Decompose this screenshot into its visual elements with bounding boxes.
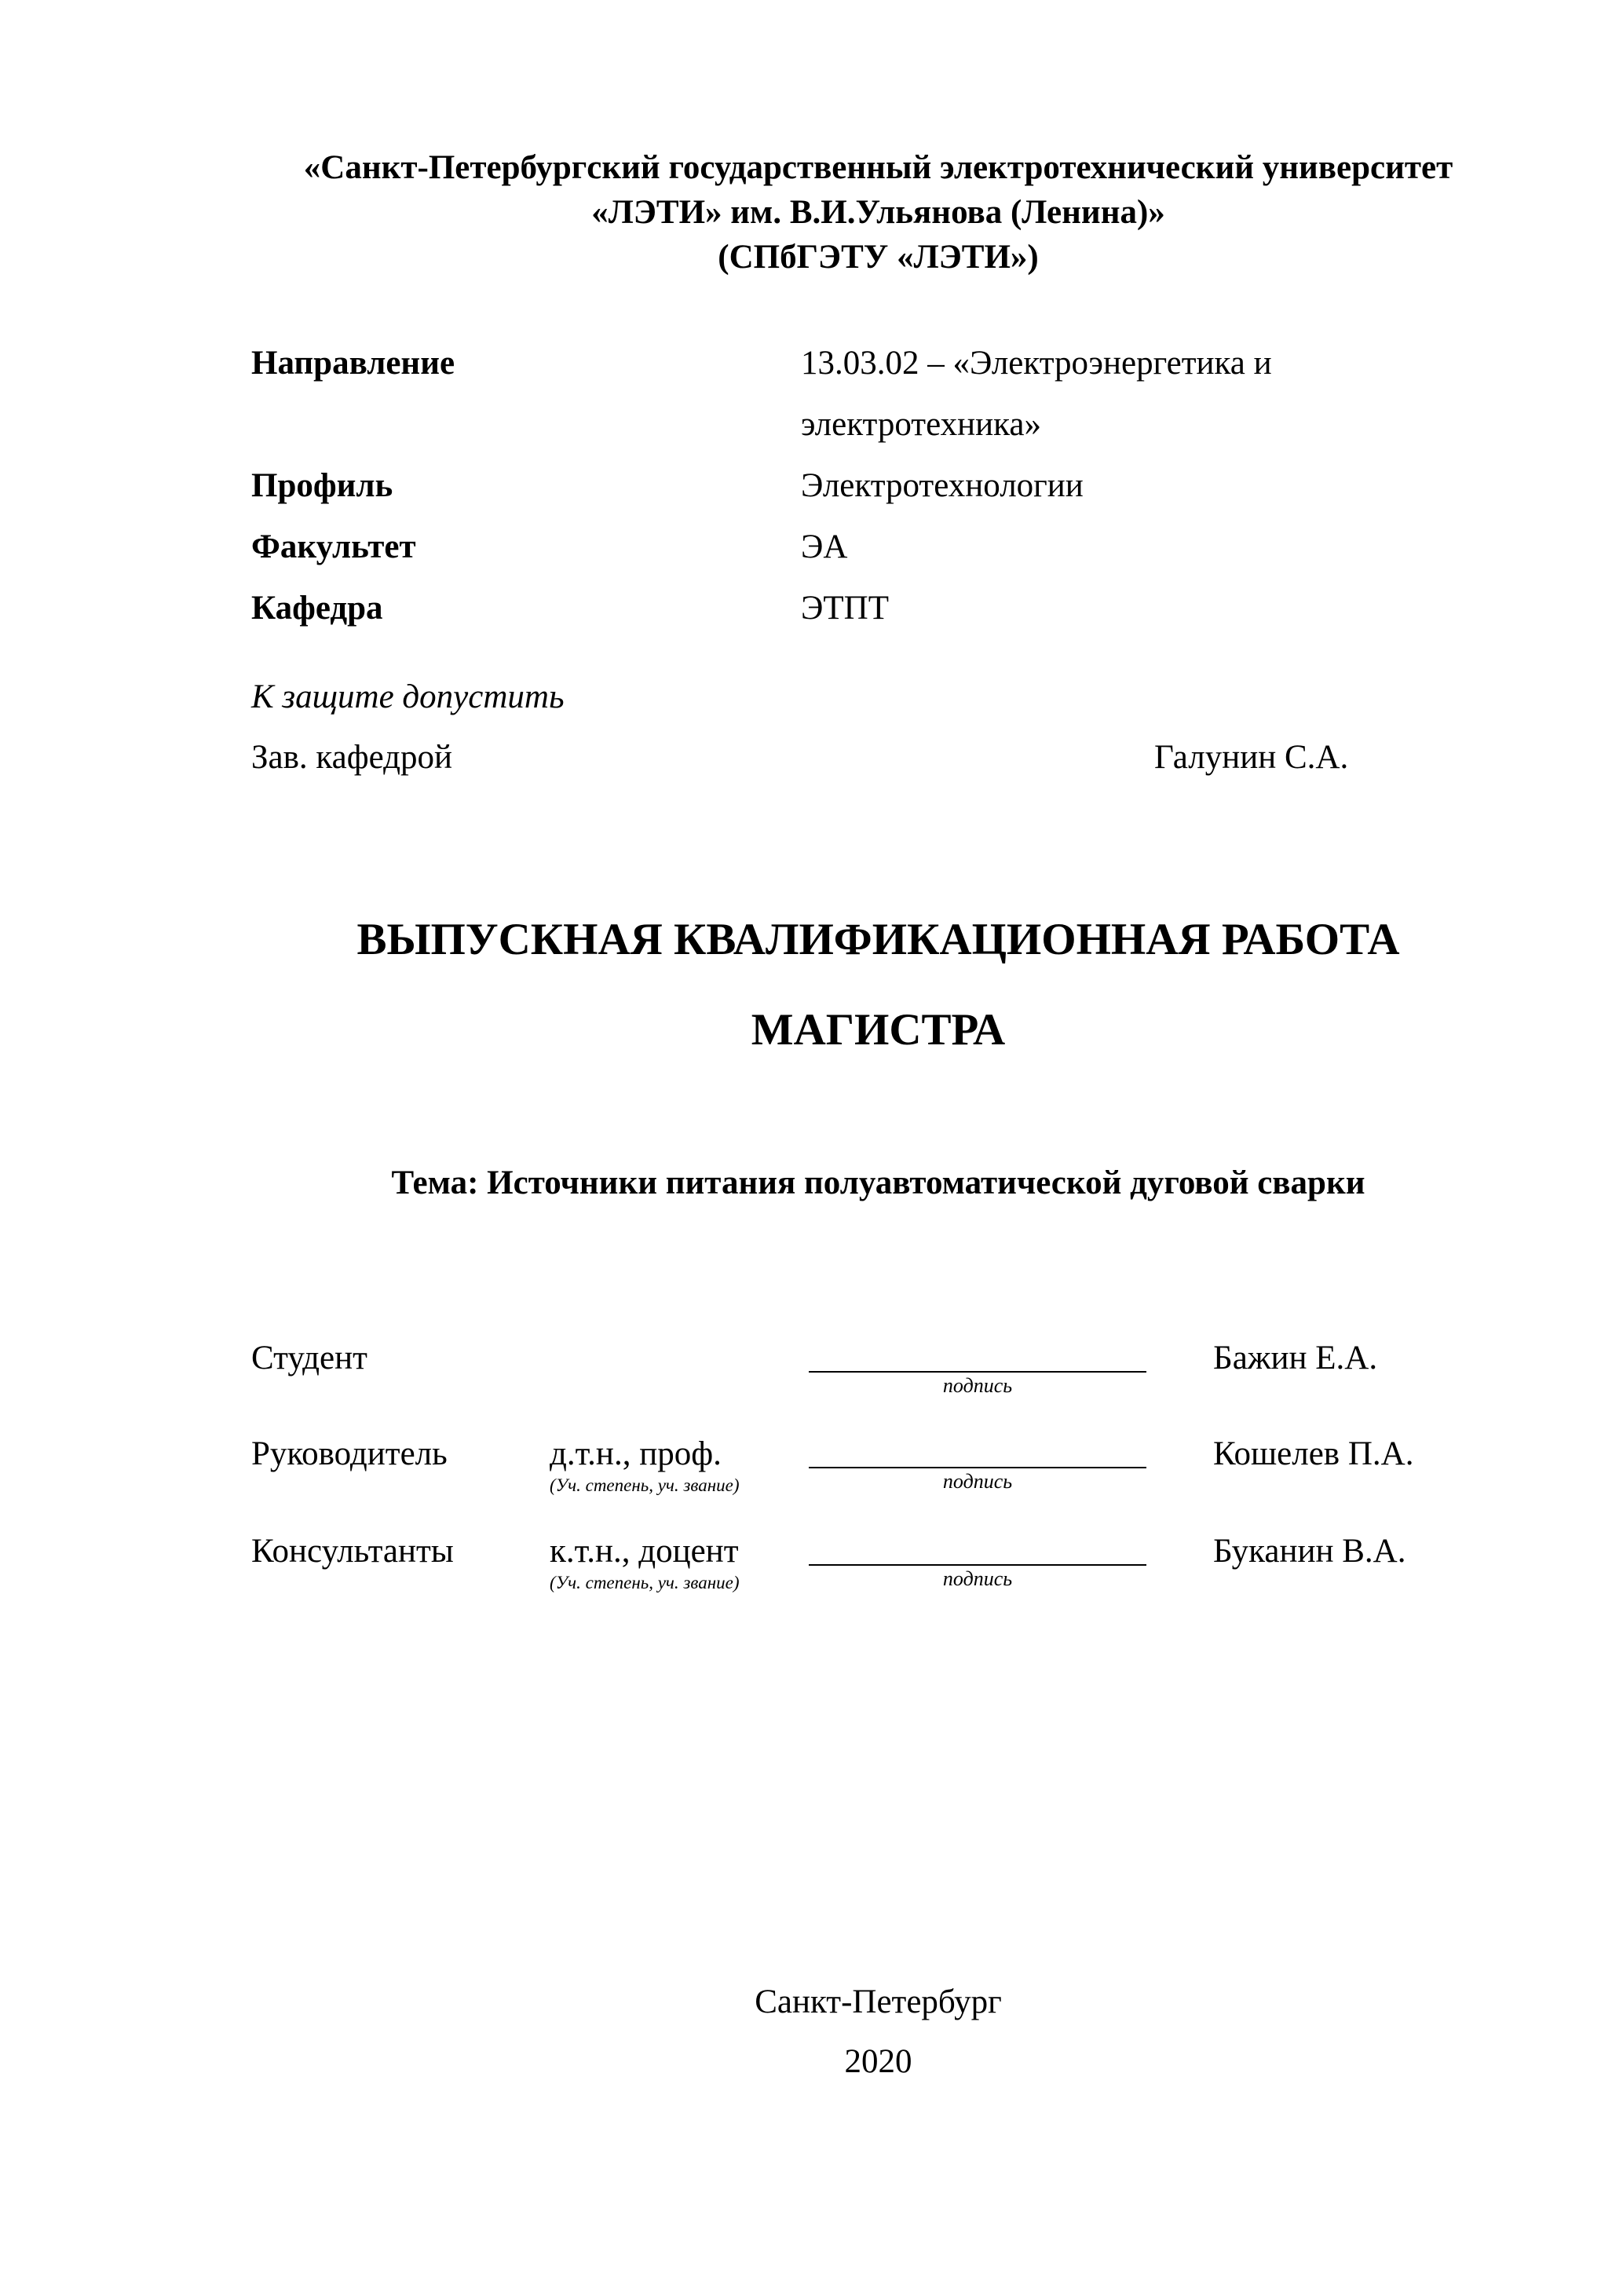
- signature-role: Студент: [251, 1340, 367, 1377]
- info-row-direction: [251, 333, 1505, 455]
- signature-degree-text: д.т.н., проф.: [550, 1435, 722, 1472]
- footer-year: 2020: [844, 2043, 912, 2080]
- signature-degree: [550, 1531, 809, 1594]
- signature-field: [809, 1531, 1146, 1592]
- department-head-name: Галунин С.А.: [1154, 739, 1349, 776]
- signature-person-name: Бажин Е.А.: [1213, 1340, 1378, 1377]
- signature-caption: подпись: [942, 1567, 1013, 1590]
- university-name-line2: «ЛЭТИ» им. В.И.Ульянова (Ленина)»: [591, 194, 1165, 231]
- footer-block: [251, 1972, 1505, 2092]
- signature-person-name: Кошелев П.А.: [1213, 1435, 1414, 1472]
- info-value: ЭТПТ: [801, 590, 889, 627]
- department-head-row: [251, 727, 1505, 788]
- thesis-main-title: [251, 894, 1505, 1075]
- signature-field: [809, 1338, 1146, 1399]
- info-row-department: [251, 578, 1505, 639]
- info-label: Факультет: [251, 528, 416, 565]
- university-name-line1: «Санкт-Петербургский государственный электротехнический университет: [303, 149, 1453, 186]
- university-header: [251, 145, 1505, 280]
- permit-to-defense-text: К защите допустить: [251, 678, 565, 715]
- signatures-block: [251, 1338, 1505, 1629]
- info-row-profile: [251, 455, 1505, 517]
- signature-role: Консультанты: [251, 1533, 454, 1570]
- signature-degree: [550, 1434, 809, 1497]
- department-head-label: Зав. кафедрой: [251, 739, 453, 776]
- signature-degree-caption: (Уч. степень, уч. звание): [550, 1475, 740, 1495]
- signature-degree-caption: (Уч. степень, уч. звание): [550, 1573, 740, 1592]
- signature-line: [809, 1434, 1146, 1468]
- signature-line: [809, 1531, 1146, 1566]
- info-value: ЭА: [801, 528, 848, 565]
- footer-city: Санкт-Петербург: [755, 1983, 1002, 2020]
- signature-row-student: [251, 1338, 1505, 1399]
- thesis-title-line2: МАГИСТРА: [751, 1005, 1006, 1055]
- info-value: 13.03.02 – «Электроэнергетика и электротехника»: [801, 345, 1272, 443]
- signature-line: [809, 1338, 1146, 1373]
- signature-caption: подпись: [942, 1470, 1013, 1493]
- signature-caption: подпись: [942, 1374, 1013, 1397]
- signature-degree-text: к.т.н., доцент: [550, 1533, 739, 1570]
- signature-row-consultant: [251, 1531, 1505, 1594]
- signature-row-supervisor: [251, 1434, 1505, 1497]
- info-label: Направление: [251, 345, 455, 382]
- approval-block: [251, 667, 1505, 788]
- signature-role: Руководитель: [251, 1435, 448, 1472]
- thesis-title-line1: ВЫПУСКНАЯ КВАЛИФИКАЦИОННАЯ РАБОТА: [356, 915, 1400, 964]
- info-row-faculty: [251, 517, 1505, 578]
- info-label: Кафедра: [251, 590, 383, 627]
- signature-person-name: Буканин В.А.: [1213, 1533, 1406, 1570]
- info-label: Профиль: [251, 467, 393, 504]
- signature-field: [809, 1434, 1146, 1495]
- university-abbreviation: (СПбГЭТУ «ЛЭТИ»): [718, 239, 1039, 276]
- thesis-topic: Тема: Источники питания полуавтоматической дуговой сварки: [391, 1164, 1365, 1201]
- info-value: Электротехнологии: [801, 467, 1084, 504]
- program-info-block: [251, 333, 1505, 639]
